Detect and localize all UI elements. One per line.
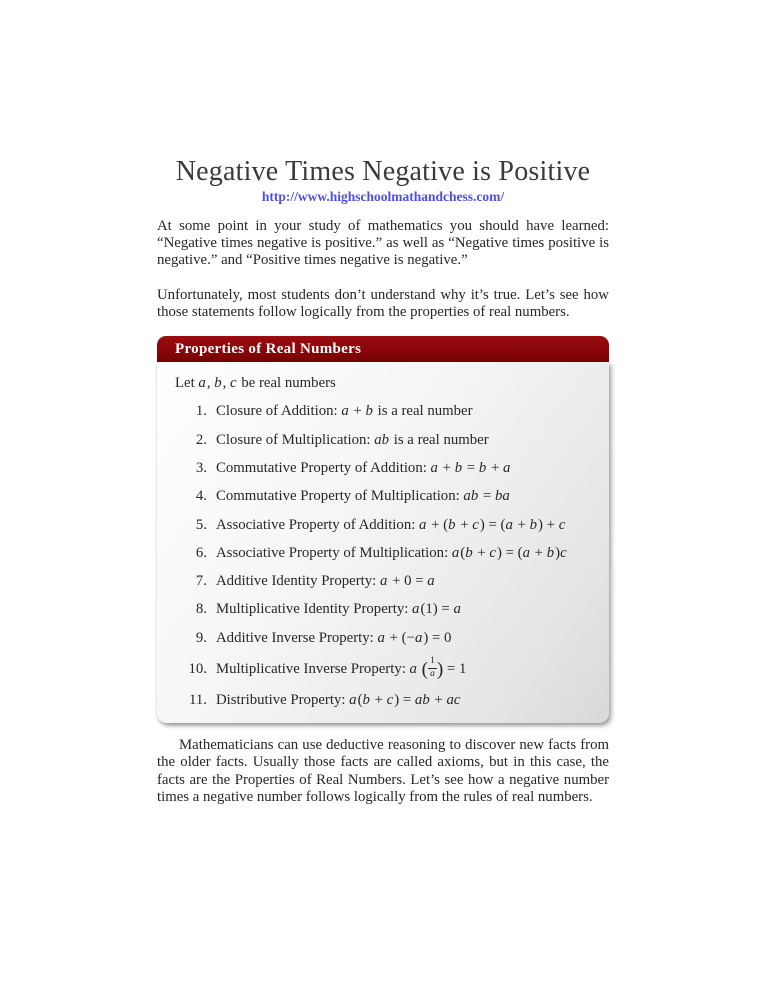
item-text: Additive Inverse Property: a + (−a) = 0 xyxy=(216,629,452,646)
paragraph-intro: At some point in your study of mathematics you should have learned: “Negative times negative is positive.” as well as “Negative times positive is negative.” and “Positive times negative is negative.” xyxy=(157,218,609,269)
item-text: Closure of Multiplication: ab is a real number xyxy=(216,431,489,448)
item-number: 6. xyxy=(195,544,207,561)
item-number: 7. xyxy=(195,573,207,590)
property-item xyxy=(175,655,595,681)
item-number: 10. xyxy=(188,660,207,677)
item-text: Commutative Property of Multiplication: ab = ba xyxy=(216,488,510,505)
property-item xyxy=(175,573,595,590)
item-number: 8. xyxy=(195,601,207,618)
properties-list xyxy=(175,403,595,709)
properties-box xyxy=(157,336,609,723)
item-number: 2. xyxy=(195,431,207,448)
property-item xyxy=(175,601,595,618)
site-url-link[interactable]: http://www.highschoolmathandchess.com/ xyxy=(261,189,505,204)
item-text: Additive Identity Property: a + 0 = a xyxy=(216,573,435,590)
property-item xyxy=(175,403,595,420)
left-paren: ( xyxy=(421,659,429,681)
property-item xyxy=(175,488,595,505)
right-paren: ) xyxy=(436,659,444,681)
property-item xyxy=(175,692,595,709)
properties-intro: Let a, b, c be real numbers xyxy=(175,375,336,392)
property-item xyxy=(175,460,595,477)
item-number: 3. xyxy=(195,459,207,476)
property-item xyxy=(175,432,595,449)
item-text: Associative Property of Multiplication: a(b + c) = (a + b)c xyxy=(216,544,567,561)
paragraph-conclusion: Mathematicians can use deductive reasoning to discover new facts from the older facts. Usually those facts are called axioms, but in this case, the facts are the Properties of Real Numbers. Let’s see how a negative number times a negative number follows logically from the rules of real numbers. xyxy=(157,737,609,805)
item-text: Multiplicative Inverse Property: a ( $\frac{1}{a}$ ) = 1 xyxy=(216,655,467,681)
item-number: 4. xyxy=(195,488,207,505)
property-item xyxy=(175,545,595,562)
paragraph-motivation: Unfortunately, most students don’t understand why it’s true. Let’s see how those statements follow logically from the properties of real numbers. xyxy=(157,286,609,320)
item-text: Closure of Addition: a + b is a real number xyxy=(216,403,473,420)
item-text: Multiplicative Identity Property: a(1) = a xyxy=(216,601,461,618)
item-number: 11. xyxy=(189,692,207,709)
item-text: Distributive Property: a(b + c) = ab + ac xyxy=(216,692,461,709)
property-item xyxy=(175,630,595,647)
item-text: Commutative Property of Addition: a + b = b + a xyxy=(216,459,511,476)
properties-box-body xyxy=(157,362,609,723)
item-number: 1. xyxy=(195,403,207,420)
properties-box-header: Properties of Real Numbers xyxy=(157,336,609,362)
document-content xyxy=(157,156,609,806)
item-number: 9. xyxy=(195,629,207,646)
property-item xyxy=(175,517,595,534)
fraction: $\frac{1}{a}$ xyxy=(430,655,435,679)
page-title: Negative Times Negative is Positive xyxy=(175,156,591,187)
item-number: 5. xyxy=(195,516,207,533)
item-text: Associative Property of Addition: a + (b + c) = (a + b) + c xyxy=(216,516,566,533)
